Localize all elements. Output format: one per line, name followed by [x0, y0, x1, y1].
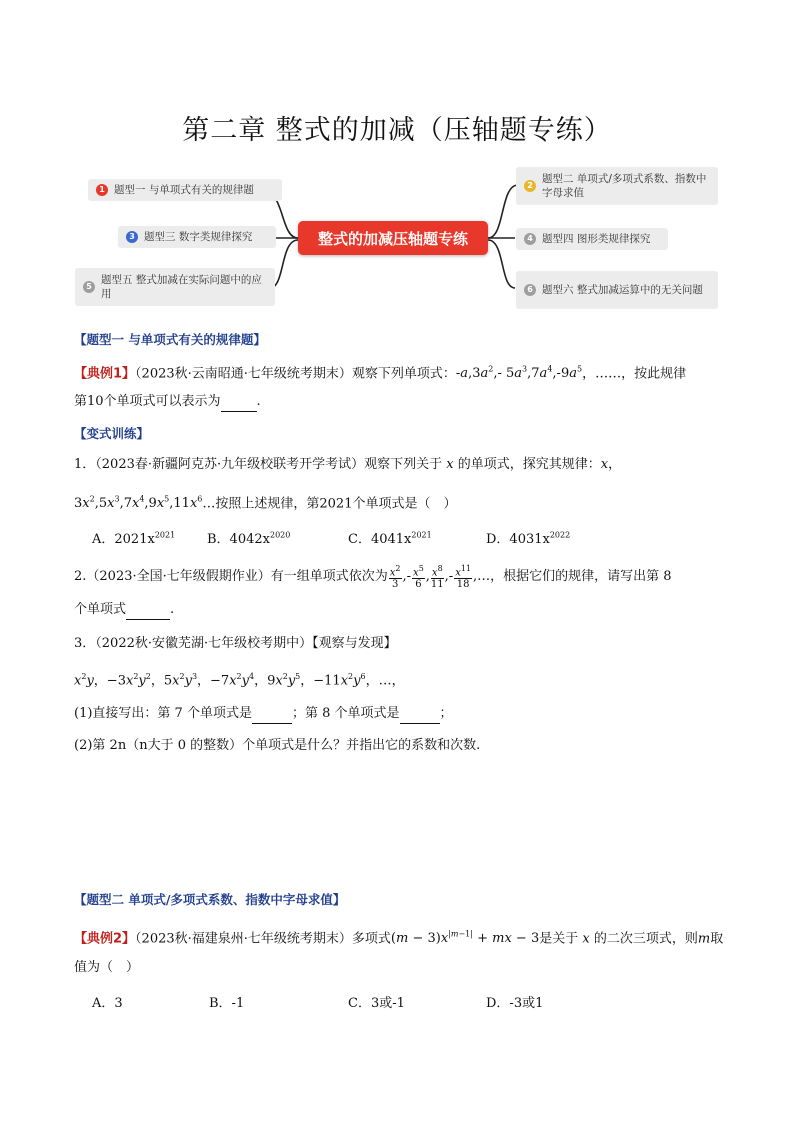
node-number-badge: 3 [126, 231, 138, 243]
node-number-badge: 2 [524, 180, 536, 192]
answer-blank [400, 709, 440, 724]
question-3-part-2: (2)第 2n（n大于 0 的整数）个单项式是什么？并指出它的系数和次数. [74, 738, 481, 753]
node-label: 题型五 整式加减在实际问题中的应用 [101, 274, 262, 300]
training-heading: 【变式训练】 [74, 426, 150, 441]
option-d[interactable]: D．-3或1 [486, 996, 544, 1011]
option-b[interactable]: B．-1 [209, 996, 245, 1011]
section-heading: 【题型一 与单项式有关的规律题】 [74, 332, 266, 347]
mindmap-node-2 [516, 167, 718, 205]
node-label: 题型二 单项式/多项式系数、指数中字母求值 [542, 173, 707, 199]
formula: $(m - 3)x^{|m-1|}$ + mx − 3 [390, 930, 540, 947]
formula: $\frac{x^2}{3}$ ,- $\frac{x^5}{6}$ , $\frac{x^8}{11}$ ,- $\frac{x^{11}}{18}$ ,… [389, 563, 491, 591]
node-label: 题型六 整式加减运算中的无关问题 [542, 284, 703, 296]
answer-blank [126, 605, 170, 620]
mindmap-node-3 [118, 226, 276, 248]
example-2-cont: 值为（ ） [74, 960, 140, 975]
question-3: 3．（2022秋·安徽芜湖·七年级校考期中）【观察与发现】 [74, 636, 397, 651]
node-label: 题型四 图形类规律探究 [542, 233, 651, 245]
answer-blank [221, 397, 257, 412]
question-1-cont: $3x^2,5x^3,7x^4,9x^5,11x^6\dots$按照上述规律，第2021个单项式是（ ） [74, 495, 457, 512]
option-a[interactable]: A．3 [92, 996, 123, 1011]
example-1-cont: 第10个单项式可以表示为 . [74, 392, 261, 412]
example-1: 【典例1】（2023秋·云南昭通·七年级统考期末）观察下列单项式：$-a,3a^2,-$ $5a^3,7a^4,-9a^5$，……，按此规律 [74, 365, 687, 382]
node-label: 题型一 与单项式有关的规律题 [114, 184, 254, 196]
question-3-sequence: $x^2y$，$-3x^2y^2$，$5x^2y^3$，$-7x^2y^4$，$9x^2y^5$，$-11x^2y^6$，…， [74, 672, 405, 689]
formula: $3x^2,5x^3,7x^4,9x^5,11x^6$ [74, 495, 203, 512]
node-label: 题型三 数字类规律探究 [144, 231, 253, 243]
option-c[interactable]: C．3或-1 [348, 996, 405, 1011]
mindmap-center: 整式的加减压轴题专练 [298, 221, 488, 255]
answer-blank [252, 709, 292, 724]
node-number-badge: 1 [96, 184, 108, 196]
example-2: 【典例2】（2023秋·福建泉州·七年级统考期末）多项式$(m - 3)x^{|m-1|}$ + mx − 3是关于 x 的二次三项式，则m取 [74, 930, 724, 947]
node-number-badge: 6 [524, 284, 536, 296]
page-title: 第二章 整式的加减（压轴题专练） [182, 115, 612, 146]
node-number-badge: 4 [524, 233, 536, 245]
example-label: 【典例1】 [74, 366, 136, 382]
question-2-cont: 个单项式 . [74, 600, 174, 620]
mindmap-node-1 [88, 179, 282, 201]
question-2: 2.（2023·全国·七年级假期作业）有一组单项式依次为 $\frac{x^2}{3}$ ,- $\frac{x^5}{6}$ , $\frac{x^8}{11}$ ,- $\frac{x^{11}}{18}$ ,…，根据它们的规律，请写出第 8 [74, 563, 672, 591]
option-c[interactable]: C．$4041x^{2021}$ [348, 530, 432, 547]
mindmap-node-4 [516, 228, 668, 250]
option-b[interactable]: B．$4042x^{2020}$ [207, 530, 291, 547]
question-3-part-1: (1)直接写出：第 7 个单项式是 ；第 8 个单项式是 ； [74, 704, 453, 724]
option-d[interactable]: D．$4031x^{2022}$ [486, 530, 571, 547]
mindmap-node-5 [75, 268, 275, 306]
section-heading: 【题型二 单项式/多项式系数、指数中字母求值】 [74, 892, 346, 907]
option-a[interactable]: A．$2021x^{2021}$ [92, 530, 176, 547]
question-1: 1．（2023春·新疆阿克苏·九年级校联考开学考试）观察下列关于 x 的单项式，探究其规律：x， [74, 457, 622, 472]
node-number-badge: 5 [83, 281, 95, 293]
example-label: 【典例2】 [74, 931, 136, 947]
formula: $-a,3a^2,-$ $5a^3,7a^4,-9a^5$ [455, 365, 583, 382]
mindmap-node-6 [516, 271, 718, 309]
